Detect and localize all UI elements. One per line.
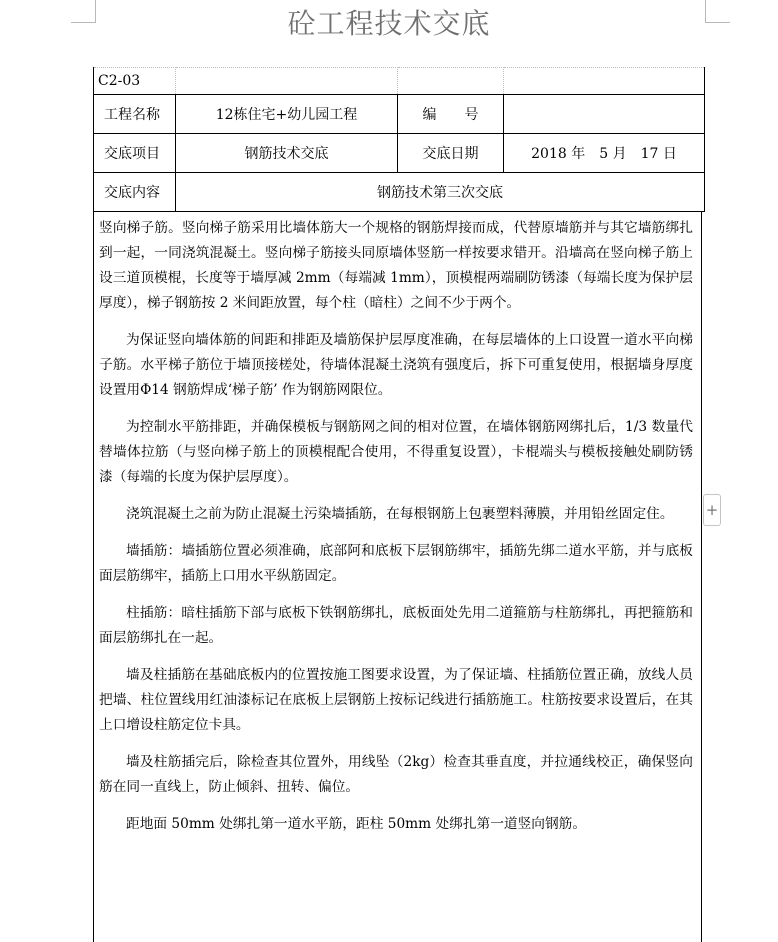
body-paragraph: 竖向梯子筋。竖向梯子筋采用比墙体筋大一个规格的钢筋焊接而成，代替原墙筋并与其它墙筋绑扎到一起，一同浇筑混凝土。竖向梯子筋接头同原墙体竖筋一样按要求错开。沿墙高在竖向梯子筋上设三道顶模棍，长度等于墙厚减 2mm（每端减 1mm），顶模棍两端刷防锈漆（每端长度为保护层厚度），梯子钢筋按 2 米间距放置，每个柱（暗柱）之间不少于两个。: [99, 220, 693, 311]
disclosure-content-label: 交底内容: [94, 173, 176, 212]
body-paragraph: 墙插筋：墙插筋位置必须准确，底部阿和底板下层钢筋绑牢，插筋先绑二道水平筋，并与底板面层筋绑牢，插筋上口用水平纵筋固定。: [99, 543, 693, 584]
project-name-label: 工程名称: [94, 95, 176, 134]
body-paragraph: 距地面 50mm 处绑扎第一道水平筋，距柱 50mm 处绑扎第一道竖向钢筋。: [126, 816, 587, 832]
body-paragraph: 墙及柱插筋在基础底板内的位置按施工图要求设置，为了保证墙、柱插筋位置正确，放线人员把墙、柱位置线用红油漆标记在底板上层钢筋上按标记线进行插筋施工。柱筋按要求设置后，在其上口增设柱筋定位卡具。: [99, 667, 693, 733]
disclosure-content-value: 钢筋技术第三次交底: [176, 173, 705, 212]
form-code: C2-03: [94, 68, 176, 95]
body-paragraph: 浇筑混凝土之前为防止混凝土污染墙插筋，在每根钢筋上包裹塑料薄膜，并用铅丝固定住。: [126, 506, 674, 522]
disclosure-item-label: 交底项目: [94, 134, 176, 173]
disclosure-body: [93, 212, 702, 942]
add-comment-button[interactable]: +: [703, 494, 721, 526]
item-row: [94, 134, 705, 173]
body-paragraph: 墙及柱筋插完后，除检查其位置外，用线坠（2kg）检查其垂直度，并拉通线校正，确保竖向筋在同一直线上，防止倾斜、扭转、偏位。: [99, 754, 693, 795]
header-form-table: [93, 67, 705, 212]
body-paragraph: 为保证竖向墙体筋的间距和排距及墙筋保护层厚度准确，在每层墙体的上口设置一道水平向梯子筋。水平梯子筋位于墙顶接槎处，待墙体混凝土浇筑有强度后，拆下可重复使用，根据墙身厚度设置用Φ14 钢筋焊成‘梯子筋’ 作为钢筋网限位。: [99, 332, 693, 398]
number-label: 编 号: [398, 95, 504, 134]
project-row: [94, 95, 705, 134]
disclosure-date-value: 2018 年 5 月 17 日: [504, 134, 705, 173]
document-title: 砼工程技术交底: [287, 7, 491, 40]
project-name-value: 12栋住宅+幼儿园工程: [176, 95, 398, 134]
disclosure-date-label: 交底日期: [398, 134, 504, 173]
form-code-row: [94, 68, 705, 95]
body-paragraph: 为控制水平筋排距，并确保模板与钢筋网之间的相对位置，在墙体钢筋网绑扎后，1/3 数量代替墙体拉筋（与竖向梯子筋上的顶模棍配合使用，不得重复设置），卡棍端头与模板接触处刷防锈漆（每端的长度为保护层厚度）。: [99, 419, 693, 485]
content-row: [94, 173, 705, 212]
body-paragraph: 柱插筋：暗柱插筋下部与底板下铁钢筋绑扎，底板面处先用二道箍筋与柱筋绑扎，再把箍筋和面层筋绑扎在一起。: [99, 605, 693, 646]
number-value: [504, 95, 705, 134]
disclosure-item-value: 钢筋技术交底: [176, 134, 398, 173]
